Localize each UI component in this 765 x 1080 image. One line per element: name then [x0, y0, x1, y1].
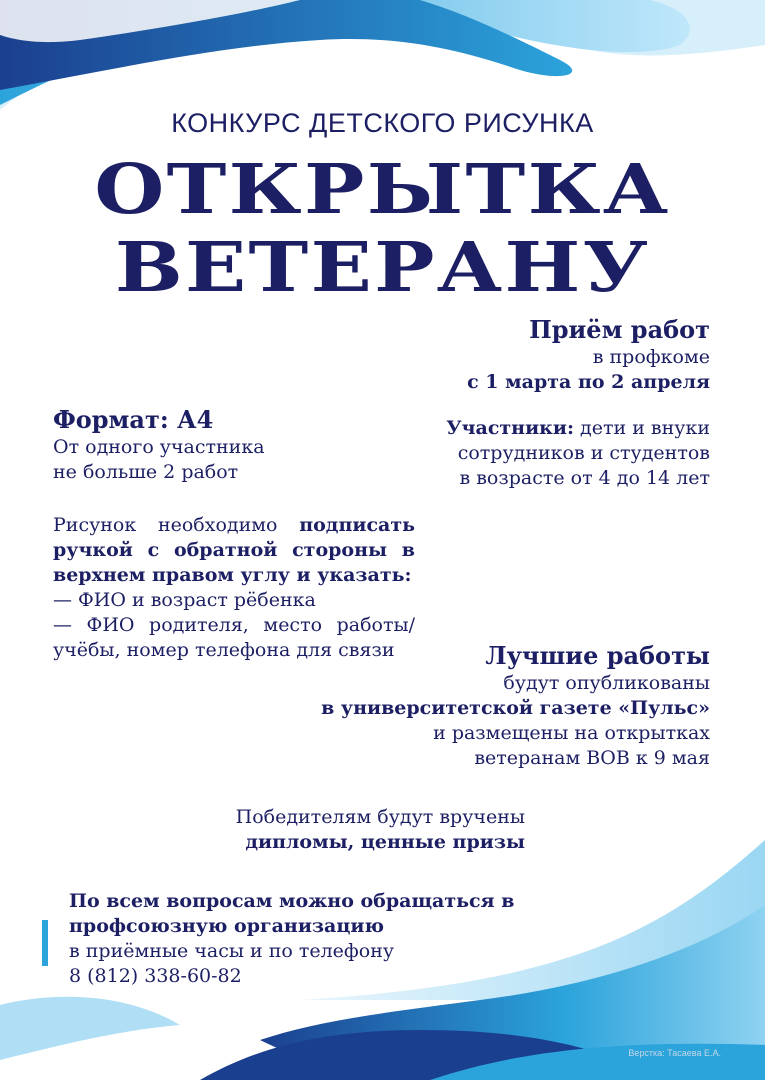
signing-line-1a: Рисунок необходимо [53, 514, 300, 536]
best-line-3: и размещены на открытках [433, 721, 710, 744]
winners-line-1: Победителям будут вручены [235, 806, 525, 828]
contest-subtitle: КОНКУРС ДЕТСКОГО РИСУНКА [171, 108, 594, 138]
layout-credit: Верстка: Тасаева Е.А. [628, 1048, 721, 1058]
participants-who: дети и внуки [574, 417, 710, 439]
contacts-line-3: в приёмные часы и по телефону [69, 940, 395, 962]
best-line-2: в университетской газете «Пульс» [321, 696, 710, 719]
contacts-line-1: По всем вопросам можно обращаться в [69, 890, 515, 912]
contacts-block [69, 889, 514, 989]
signing-line-2: ручкой с обратной стороны в [53, 539, 415, 561]
signing-line-4: — ФИО и возраст рёбенка [53, 589, 316, 611]
format-heading: Формат: А4 [53, 405, 214, 434]
reception-place: в профкоме [592, 345, 710, 368]
signing-instructions [53, 513, 415, 663]
format-block [53, 406, 265, 485]
reception-block [467, 316, 710, 395]
participants-line-2: сотрудников и студентов [457, 442, 710, 464]
title-line-2: ВЕТЕРАНУ [114, 228, 651, 308]
best-works-block [321, 642, 710, 771]
reception-heading: Приём работ [529, 315, 710, 344]
contacts-phone: 8 (812) 338-60-82 [69, 965, 242, 987]
winners-block [236, 805, 525, 855]
participants-label: Участники: [446, 417, 575, 439]
contacts-accent-bar [42, 920, 48, 966]
best-line-4: ветеранам ВОВ к 9 мая [474, 746, 710, 769]
signing-line-3: верхнем правом углу и указать: [53, 564, 412, 586]
participants-block [446, 416, 710, 491]
signing-line-5: — ФИО родителя, место работы/ [53, 614, 415, 636]
participants-age: в возрасте от 4 до 14 лет [459, 467, 710, 489]
title-line-1: ОТКРЫТКА [94, 150, 671, 230]
format-line-1: От одного участника [53, 435, 265, 458]
signing-line-6: учёбы, номер телефона для связи [53, 639, 395, 661]
bottom-wave-left [0, 997, 180, 1060]
best-line-1: будут опубликованы [503, 671, 710, 694]
contacts-line-2: профсоюзную организацию [69, 915, 384, 937]
winners-line-2: дипломы, ценные призы [245, 831, 525, 853]
best-heading: Лучшие работы [485, 641, 710, 670]
reception-dates: с 1 марта по 2 апреля [467, 370, 710, 393]
format-line-2: не больше 2 работ [53, 460, 239, 483]
signing-line-1b: подписать [299, 514, 415, 536]
